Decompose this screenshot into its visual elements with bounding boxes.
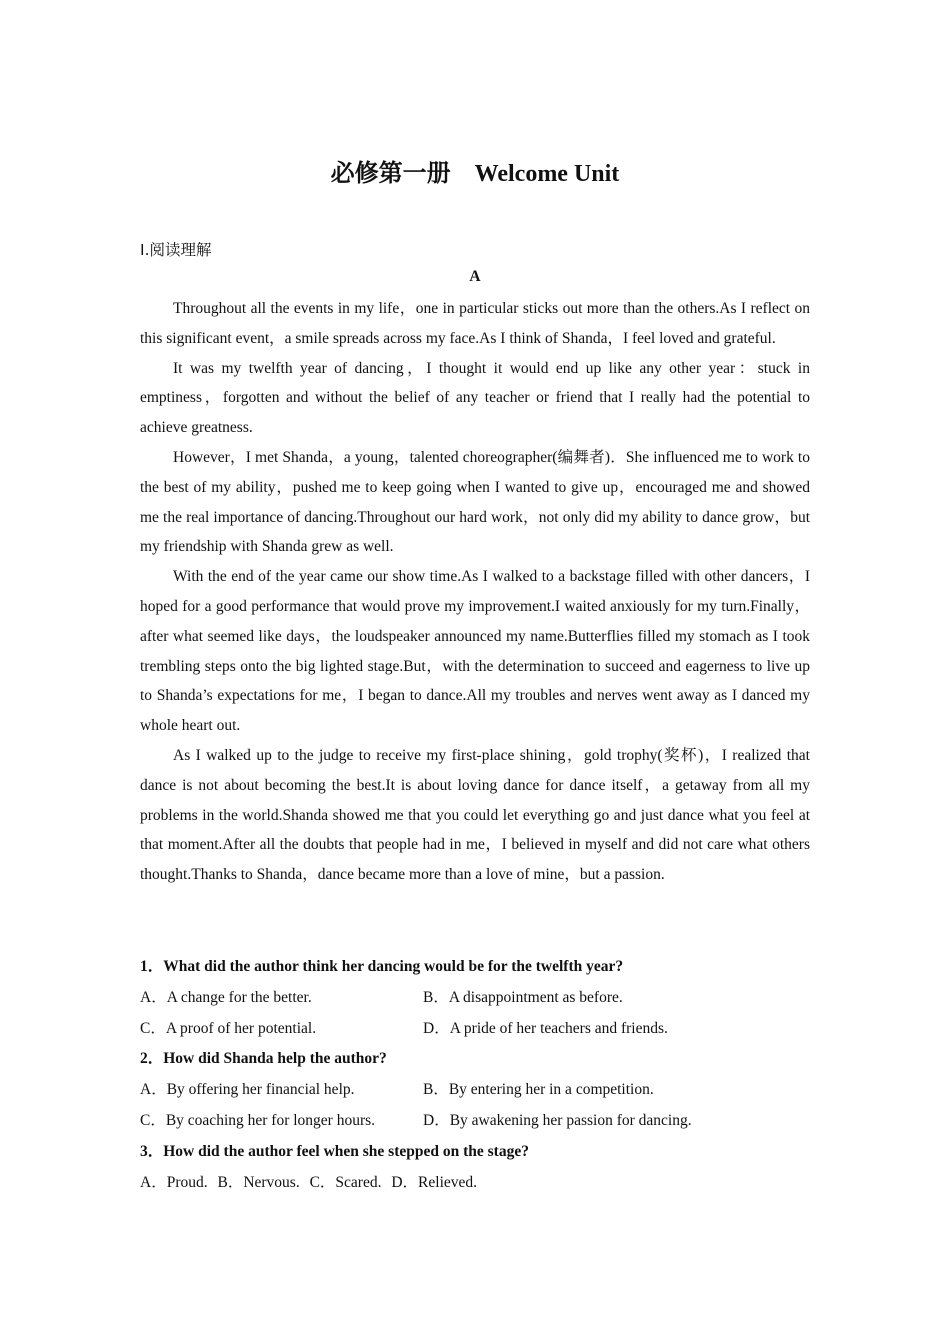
option-d: D．A pride of her teachers and friends. (423, 1019, 668, 1037)
option-c: C．By coaching her for longer hours. (140, 1111, 376, 1129)
question-stem: 1．What did the author think her dancing would be for the twelfth year? (140, 958, 624, 975)
question-stem: 2．How did Shanda help the author? (140, 1050, 387, 1068)
option-d: D．Relieved. (391, 1173, 478, 1191)
option-d: D．By awakening her passion for dancing. (423, 1111, 692, 1129)
option-b: B．By entering her in a competition. (423, 1081, 654, 1099)
option-c: C．A proof of her potential. (140, 1019, 317, 1037)
option-c: C．Scared. (309, 1173, 382, 1191)
passage-body (140, 294, 810, 890)
option-b: B．Nervous. (217, 1173, 300, 1191)
option-a: A．A change for the better. (140, 988, 312, 1006)
paragraph: With the end of the year came our show time.As I walked to a backstage filled with other dancers，I hoped for a good performance that would prove my improvement.I waited anxiously for my turn.Finally，after what seemed like days，the loudspeaker announced my name.Butterflies filled my stomach as I took trembling steps onto the big lighted stage.But，with the determination to succeed and eagerness to live up to Shanda’s expectations for me，I began to dance.All my troubles and nerves went away as I danced my whole heart out. (140, 568, 810, 735)
paragraph: Throughout all the events in my life，one in particular sticks out more than the others.As I reflect on this significant event，a smile spreads across my face.As I think of Shanda，I feel loved and grateful. (140, 300, 810, 347)
paragraph: It was my twelfth year of dancing，I thought it would end up like any other year：stuck in emptiness，forgotten and without the belief of any teacher or friend that I really had the potential to achieve greatness. (140, 359, 810, 437)
option-row (140, 1075, 810, 1106)
option-row (140, 983, 810, 1014)
paragraph: However，I met Shanda，a young，talented choreographer(编舞者)．She influenced me to work to the best of my ability，pushed me to keep going when I wanted to give up，encouraged me and showed me the real importance of dancing.Throughout our hard work，not only did my ability to dance grow，but my friendship with Shanda grew as well. (140, 448, 810, 556)
section-heading: Ⅰ.阅读理解 (140, 241, 212, 259)
option-row (140, 1168, 810, 1199)
paragraph: As I walked up to the judge to receive my first-place shining，gold trophy(奖杯)，I realized that dance is not about becoming the best.It is about loving dance for dance itself，a getaway from all my problems in the world.Shanda showed me that you could let everything go and just dance what you feel at that moment.After all the doubts that people had in me，I believed in myself and did not care what others thought.Thanks to Shanda，dance became more than a love of mine，but a passion. (140, 746, 810, 884)
option-a: A．By offering her financial help. (140, 1081, 355, 1099)
option-a: A．Proud. (140, 1173, 208, 1191)
question-stem: 3．How did the author feel when she stepped on the stage? (140, 1142, 529, 1160)
passage-label: A (469, 268, 481, 285)
option-row (140, 1106, 810, 1137)
document-title: 必修第一册 Welcome Unit (330, 161, 620, 187)
option-b: B．A disappointment as before. (423, 988, 623, 1006)
question-list (140, 952, 810, 1198)
option-row (140, 1014, 810, 1045)
